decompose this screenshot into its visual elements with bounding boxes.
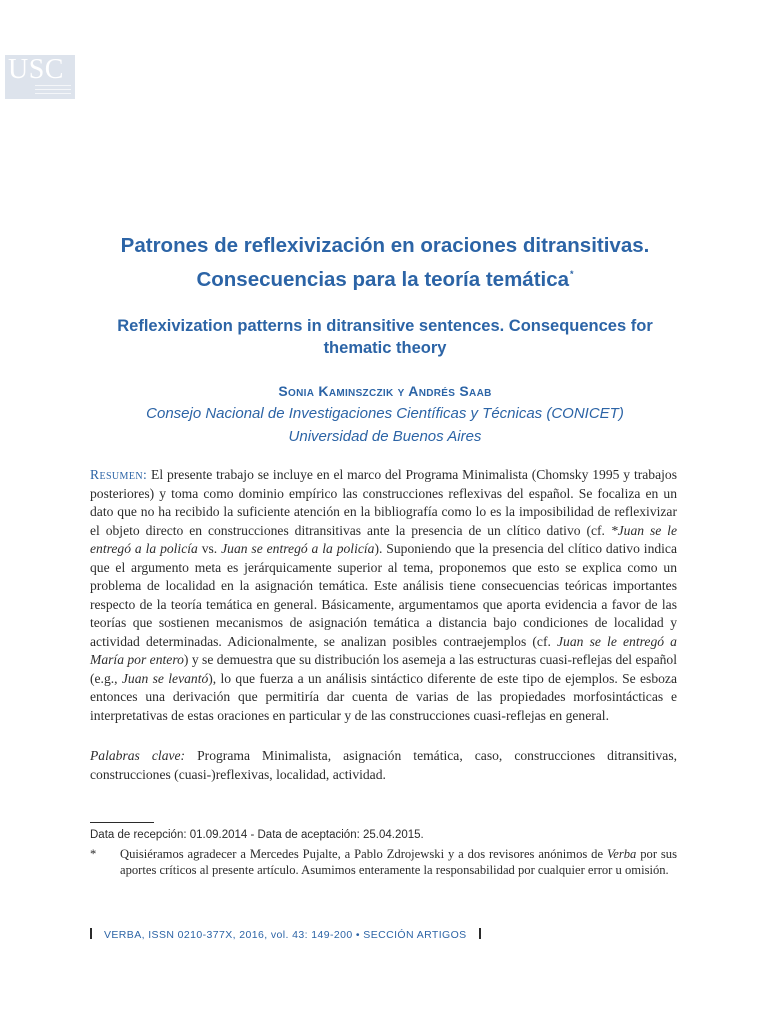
acknowledgement-text-b: por sus aportes críticos al presente artículo. Asumimos enteramente la responsabilidad por cualquier error u omisión. [120, 846, 677, 877]
abstract-text-4: ), lo que fuerza a un análisis sintáctico diferente de este tipo de ejemplos. Se esboza entonces una derivación que permitiría dar cuenta de varias de las propiedades morfosintácticas e interpretativas de estas oraciones en particular y de las construcciones cuasi-reflejas en general. [90, 670, 677, 723]
spanish-title [40, 232, 730, 294]
footnote-mark: * [90, 846, 97, 861]
abstract-example-4: Juan se levantó [121, 670, 209, 686]
abstract-text-3: ) y se demuestra que su distribución los asemeja a las estructuras cuasi-reflejas del español (e.g., [90, 652, 677, 686]
footer-bar-right [479, 928, 481, 939]
authors: Sonia Kaminszczik y Andrés Saab [278, 383, 492, 399]
usc-logo [5, 55, 75, 99]
running-footer [90, 928, 481, 941]
logo-decoration [35, 85, 71, 97]
footer-section-label: SECCIÓN [363, 929, 417, 941]
keywords-text: Programa Minimalista, asignación temática, caso, construcciones ditransitivas, construcciones (cuasi-)reflexivas, localidad, actividad. [90, 748, 678, 782]
spanish-title-line-1: Patrones de reflexivización en oraciones ditransitivas. [120, 234, 650, 257]
footer-bar-left [90, 928, 92, 939]
english-title-line-1: Reflexivization patterns in ditransitive sentences. Consequences for [117, 317, 653, 335]
footnote-divider [90, 822, 154, 823]
footer-section-name: ARTIGOS [416, 929, 467, 941]
english-title [40, 315, 730, 359]
abstract-text-2: ). Suponiendo que la presencia del clítico dativo indica que el argumento meta es jerárquicamente superior al tema, proponemos que esto se explica como un problema de localidad en la asignación temática. Este análisis tiene consecuencias teóricas importantes respecto de la teoría temática en general. Básicamente, argumentamos que aporta evidencia a favor de las teorías que sostienen mecanismos de asignación temática a distancia bajo condiciones de localidad y actividad determinadas. Adicionalmente, se analizan posibles contraejemplos (cf. [90, 541, 678, 649]
abstract-vs: vs. [197, 541, 222, 556]
spanish-title-line-2: Consecuencias para la teoría temática [196, 268, 570, 291]
english-title-line-2: thematic theory [323, 339, 447, 357]
acknowledgement-text-a: Quisiéramos agradecer a Mercedes Pujalte, a Pablo Zdrojewski y a dos revisores anónimos de [120, 846, 607, 861]
abstract-example-2: Juan se entregó a la policía [221, 541, 375, 556]
footer-separator: • [352, 929, 364, 941]
footnotes [90, 827, 677, 879]
affiliation-1: Consejo Nacional de Investigaciones Científicas y Técnicas (CONICET) [146, 405, 624, 422]
logo-text: USC [8, 55, 64, 85]
abstract-example-3: Juan se le entregó a María por entero [90, 633, 677, 667]
abstract-text-1: El presente trabajo se incluye en el marco del Programa Minimalista (Chomsky 1995 y trabajos posteriores) y toma como dominio empírico las construcciones reflexivas del español. Se focaliza en un dato que no ha recibido la suficiente atención en la bibliografía como lo es la imposibilidad de reflexivizar el objeto directo en construcciones ditransitivas ante la presencia de un clítico dativo (cf. [90, 467, 677, 538]
title-block [40, 232, 730, 447]
acknowledgement-journal: Verba [606, 846, 637, 861]
affiliation-2: Universidad de Buenos Aires [288, 428, 482, 445]
abstract-label: Resumen: [90, 467, 148, 482]
footer-citation: VERBA, ISSN 0210-377X, 2016, vol. 43: 149-200 [104, 929, 353, 941]
reception-dates: Data de recepción: 01.09.2014 - Data de aceptación: 25.04.2015. [90, 829, 424, 841]
keywords-label: Palabras clave: [90, 748, 186, 763]
keywords [90, 747, 677, 784]
title-footnote-mark[interactable]: * [570, 269, 574, 279]
abstract [90, 466, 677, 725]
acknowledgement-footnote [90, 846, 677, 879]
abstract-example-1: *Juan se le entregó a la policía [90, 522, 677, 556]
